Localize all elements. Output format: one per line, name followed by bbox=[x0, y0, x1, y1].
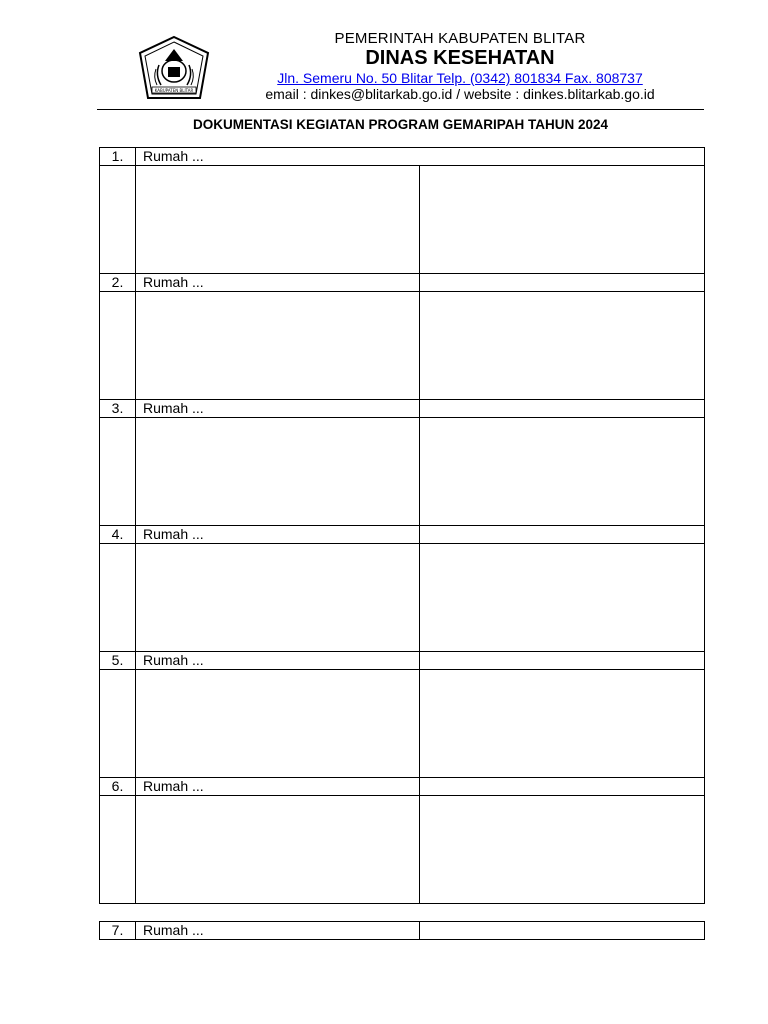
entry-header-row bbox=[100, 778, 705, 796]
entry-label-blank bbox=[420, 922, 705, 940]
entry-label-blank bbox=[420, 274, 705, 292]
entry-number: 3. bbox=[100, 400, 136, 418]
photo-number-cell bbox=[100, 292, 136, 400]
photo-slot-right bbox=[420, 670, 705, 778]
photo-row bbox=[100, 670, 705, 778]
photo-slot-left bbox=[136, 166, 420, 274]
entry-label: Rumah ... bbox=[136, 526, 420, 544]
entry-label: Rumah ... bbox=[136, 148, 705, 166]
entry-header-row bbox=[100, 400, 705, 418]
kabupaten-blitar-emblem bbox=[137, 35, 211, 101]
documentation-table bbox=[99, 147, 705, 904]
photo-slot-left bbox=[136, 292, 420, 400]
entry-number: 7. bbox=[100, 922, 136, 940]
photo-number-cell bbox=[100, 166, 136, 274]
photo-slot-right bbox=[420, 166, 705, 274]
address-link[interactable]: Jln. Semeru No. 50 Blitar Telp. (0342) 801834 Fax. 808737 bbox=[277, 70, 643, 86]
document-title: DOKUMENTASI KEGIATAN PROGRAM GEMARIPAH TAHUN 2024 bbox=[192, 117, 609, 132]
documentation-table-continued bbox=[99, 921, 705, 940]
photo-row bbox=[100, 292, 705, 400]
entry-header-row bbox=[100, 652, 705, 670]
photo-number-cell bbox=[100, 670, 136, 778]
header-divider bbox=[97, 109, 704, 110]
entry-header-row bbox=[100, 148, 705, 166]
entry-label: Rumah ... bbox=[136, 400, 420, 418]
entry-number: 2. bbox=[100, 274, 136, 292]
svg-text:KABUPATEN BLITAR: KABUPATEN BLITAR bbox=[154, 88, 194, 93]
entry-number: 6. bbox=[100, 778, 136, 796]
photo-row bbox=[100, 544, 705, 652]
government-name: PEMERINTAH KABUPATEN BLITAR bbox=[334, 30, 586, 47]
entry-label: Rumah ... bbox=[136, 274, 420, 292]
department-name: DINAS KESEHATAN bbox=[365, 47, 555, 69]
photo-number-cell bbox=[100, 544, 136, 652]
entry-number: 5. bbox=[100, 652, 136, 670]
photo-slot-right bbox=[420, 796, 705, 904]
entry-label: Rumah ... bbox=[136, 922, 420, 940]
photo-slot-right bbox=[420, 292, 705, 400]
entry-label-blank bbox=[420, 526, 705, 544]
entry-label-blank bbox=[420, 400, 705, 418]
photo-number-cell bbox=[100, 796, 136, 904]
entry-number: 4. bbox=[100, 526, 136, 544]
photo-row bbox=[100, 166, 705, 274]
photo-slot-left bbox=[136, 418, 420, 526]
photo-slot-left bbox=[136, 670, 420, 778]
photo-row bbox=[100, 796, 705, 904]
entry-header-row bbox=[100, 922, 705, 940]
contact-info: email : dinkes@blitarkab.go.id / website : dinkes.blitarkab.go.id bbox=[265, 86, 655, 102]
photo-row bbox=[100, 418, 705, 526]
entry-label: Rumah ... bbox=[136, 652, 420, 670]
photo-slot-right bbox=[420, 544, 705, 652]
entry-label-blank bbox=[420, 652, 705, 670]
photo-slot-right bbox=[420, 418, 705, 526]
entry-number: 1. bbox=[100, 148, 136, 166]
photo-slot-left bbox=[136, 796, 420, 904]
photo-number-cell bbox=[100, 418, 136, 526]
entry-label-blank bbox=[420, 778, 705, 796]
photo-slot-left bbox=[136, 544, 420, 652]
entry-header-row bbox=[100, 526, 705, 544]
entry-header-row bbox=[100, 274, 705, 292]
entry-label: Rumah ... bbox=[136, 778, 420, 796]
